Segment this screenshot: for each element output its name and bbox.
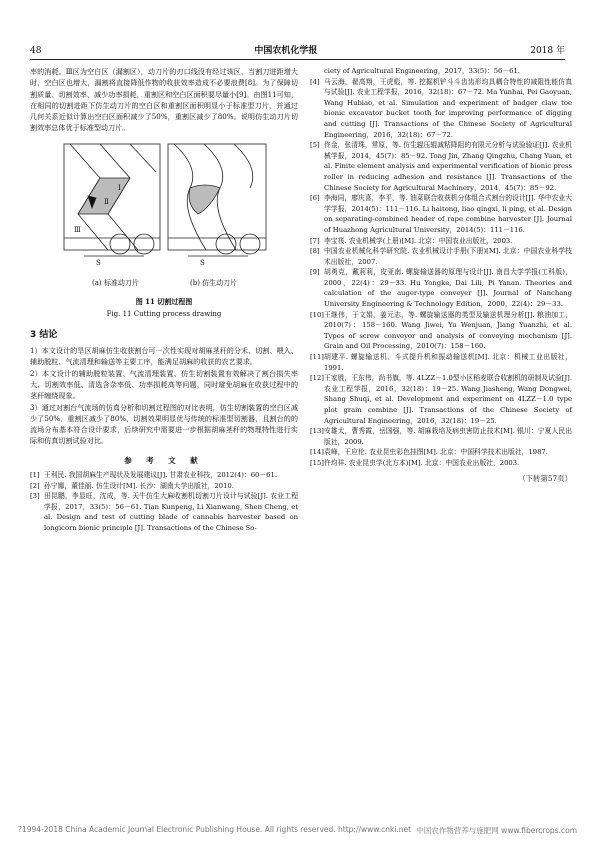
references-title: 参 考 文 献	[124, 455, 204, 465]
reference-item: [6] 李海同，廖庆喜，李平，等. 油菜联合收获机分体组合式割台的设计[J]. 华中农业大学学报，2014(5)：111－116. Li haitong, liao qingxi, li ping, et al. Design on separating-combined header of rape combine harvester [J]. Journal of Huazhong Agricultural University，2014(5)：111－116.	[310, 194, 572, 234]
figure-title-cn: 图 11 切割过程图	[135, 296, 193, 306]
figure-title-en: Fig. 11 Cutting process drawing	[106, 309, 222, 318]
cutting-process-drawing	[60, 138, 270, 274]
section-title-conclusion: 3 结论	[30, 329, 58, 340]
continued-note: （下转第57页）	[518, 473, 572, 483]
reference-item: [4] 马云海，翟高翔，王虎彪，等. 挖掘机铲斗斗齿齿形均具耦合特性的减阻性能仿真与试验[J]. 农业工程学报，2016，32(18)：67－72. Ma Yunhai, Pei Gaoyuan, Wang Hubiao, et al. Simulation and experiment of badger claw toe bionic excavator bucket tooth for improving performance of digging and cutting [J]. Transactions of the Chinese Society of Agricultural Engineering，2016，32(18)：67－72.	[310, 77, 572, 139]
page-footer	[0, 825, 595, 836]
conclusion-3: 3）通过对割台气流场的仿真分析和切割过程图的对比表明，仿生切割装置的空白区减少了50%，重割区减少了80%，切割效果明显优与传统的标准型切割器，且割台的的流场分布基本符合设计要求，后续研究中需要进一步根据胡麻茎秆的物理特性进行实际和仿真切割试验对比。	[30, 402, 298, 446]
reference-item: [1] 王利民. 我国胡麻生产现状及发展建议[J]. 甘肃农业科技，2012(4)：60－61.	[30, 471, 277, 480]
page-number: 48	[30, 46, 42, 56]
reference-item: [8] 中国农业机械化科学研究院. 农业机械设计手册(下册)[M]. 北京：中国农业科学技术出版社，2007.	[310, 247, 572, 266]
fig-label-s-b: S	[200, 258, 205, 267]
fig-label-region-3: Ⅲ	[74, 225, 81, 234]
reference-item: [11] 胡建平. 螺旋输送机、斗式提升机和振动输送机[M]. 北京：机械工业出版社，1991.	[310, 353, 572, 372]
reference-item: [2] 孙宁娜，董佳丽. 仿生设计[M]. 长沙：湖南大学出版社，2010.	[30, 481, 234, 490]
conclusion-2: 2）本文设计的辅助脱粒装置、气流清理装置、仿生切割装置有效解决了割台损失率大、切割效率低、清选含杂率低、功率损耗高等问题，同时避免胡麻在收获过程中的茎秆缠绕现象。	[30, 368, 298, 401]
reference-item: [3] 田昆鹏，李显旺，沈成，等. 天牛仿生大麻收割机切割刀片设计与试验[J]. 农业工程学报，2017，33(5)：56－61. Tian Kunpeng, Li Xianwang, Shen Cheng, et al. Design and test of cutting blade of cannabis harvester based on longicorn bionic principle [J]. Transactions of the Chinese So-	[30, 492, 298, 533]
figure-caption-b: (b) 仿生动刀片	[190, 278, 238, 287]
page-header	[30, 40, 565, 60]
reference-continuation: ciety of Agricultural Engineering，2017，33(5)：56－61.	[324, 67, 520, 75]
intro-paragraph: 率的消耗。Ⅲ区为空白区（漏割区），动刀片的刃口线没有经过该区，当割刀进距增大时，空白区也增大，漏割将直接降低作物的收获效率造成不必要浪费[8]。为了保障切割质量、切割效率、减少功率损耗，重割区和空白区面积要尽量小[9]。由图11可知，在相同的切割进距下仿生动刀片的空白区和重割区面积明显小于标准型刀片，并通过几何关系近似计算出空白区面积减少了50%，重割区减少了80%。说明仿生动刀片切割效率总体优于标准型动刀片。	[30, 67, 298, 133]
reference-item: [9] 胡勇克，戴莉莉，皮亚南. 螺旋输送器的原理与设计[J]. 南昌大学学报(工科版)，2000，22(4)：29－33. Hu Yongke, Dai Lili, Pi Yanan. Theories and calculation of the auger-type conveyer [J]. Journal of Nanchang University Engineering & Technology Edition，2000，22(4)：29－33.	[310, 268, 572, 309]
reference-item: [15] 仵均祥. 农业昆虫学(北方本)[M]. 北京：中国农业出版社，2003.	[310, 458, 520, 467]
fig-label-s-a: S	[96, 258, 101, 267]
conclusion-1: 1）本文设计的旱区胡麻仿生收获割台可一次性实现对胡麻茎秆的分禾、切割、喂入、辅助脱粒、气流清理和输送等主要工序，能满足胡麻的收获的农艺要求。	[30, 346, 298, 367]
reference-item: [7] 李宝筏. 农业机械学(上册)[M]. 北京：中国农业出版社，2003.	[310, 236, 513, 245]
fig-label-region-1: Ⅰ	[118, 183, 121, 192]
reference-item: [14] 袁峰，王应伦. 农业昆虫彩色挂图[M]. 北京：中国科学技术出版社，1987.	[310, 448, 548, 457]
reference-item: [5] 佟金，张清珠，常原，等. 仿生辊压辊减粘降阻的有限元分析与试验验证[J]. 农业机械学报，2014，45(7)：85－92. Tong Jin, Zhang Qingzhu, Chang Yuan, et al. Finite element analysis and experimental verification of bionic press roller in reducing adhesion and resistance [J]. Transactions of the Chinese Society for Agricultural Machinery，2014，45(7)：85－92.	[310, 141, 572, 192]
journal-title: 中国农机化学报	[254, 46, 318, 56]
left-column	[30, 66, 298, 534]
figure-caption-a: (a) 标准动刀片	[92, 278, 139, 287]
reference-item: [10] 王继伟，于文娟，姜元志，等. 螺旋输送器的类型及输送机理分析[J]. 粮油加工，2010(7)：158－160. Wang Jiwei, Yu Wenjuan, Jiang Yuanzhi, et al. Types of screw conveyor and analysis of conveying mechanism [J]. Grain and Oil Processing，2010(7)：158－160.	[310, 310, 572, 351]
journal-year: 2018 年	[530, 46, 565, 56]
copyright-text: ?1994-2018 China Academic Journal Electronic Publishing House. All rights reserved. http://www.cnki.net	[18, 825, 412, 834]
reference-item: [13] 安雄太，曹秀霞，岳国强，等. 胡麻栽培及病虫害防止技术[M]. 银川：宁夏人民出版社，2009.	[310, 427, 572, 446]
right-column	[310, 66, 572, 484]
fig-label-region-2: Ⅱ	[104, 197, 109, 206]
watermark-text: 中国农作物营养与施肥网 www.fibercrops.com	[416, 826, 577, 835]
figure-11	[30, 138, 298, 320]
reference-item: [12] 王家胜，王东伟，尚书旗，等. 4LZZ－1.0型小区稻麦联合收割机的研制及试验[J]. 农业工程学报，2016，32(18)：19－25. Wang Jiasheng, Wang Dongwei, Shang Shuqi, et al. Development and experiment on 4LZZ－1.0 type plot grain combine [J]. Transactions of the Chinese Society of Agricultural Engineering，2016，32(18)：19－25.	[310, 374, 572, 425]
